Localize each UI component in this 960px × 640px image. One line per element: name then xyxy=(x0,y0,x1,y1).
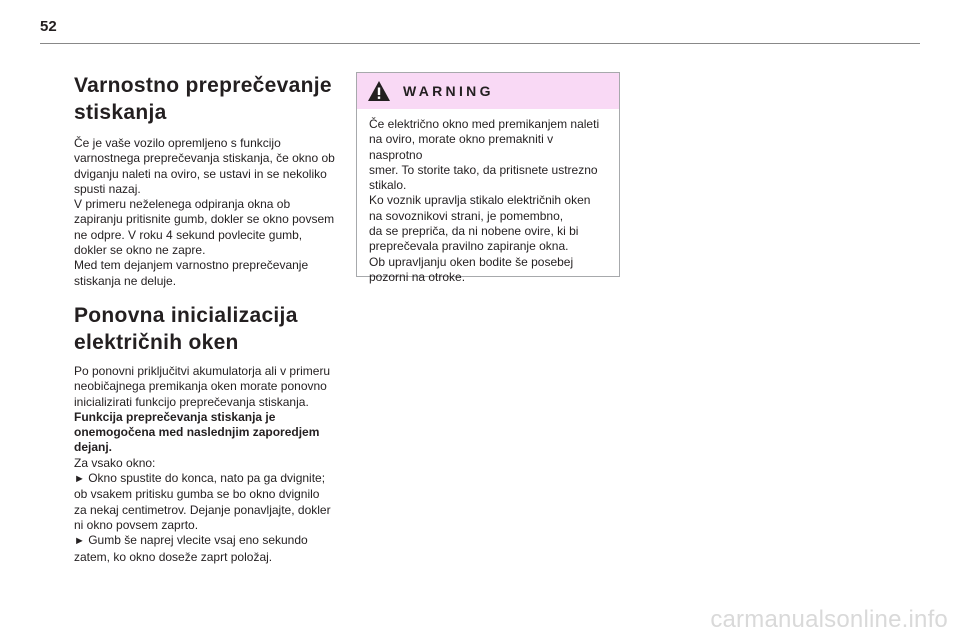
body-line: zapiranju pritisnite gumb, dokler se okno povsem xyxy=(74,212,335,227)
reinit-section xyxy=(74,302,342,565)
warning-line: na sovoznikovi strani, je pomembno, xyxy=(369,208,564,223)
anti-pinch-body xyxy=(74,136,342,289)
for-each-window-line: Za vsako okno: xyxy=(74,455,156,470)
body-line: Med tem dejanjem varnostno preprečevanje xyxy=(74,258,309,273)
body-line: dokler se okno ne zapre. xyxy=(74,243,206,258)
bold-line: dejanj. xyxy=(74,440,113,455)
anti-pinch-heading-line2: stiskanja xyxy=(74,101,167,124)
body-line: neobičajnega premikanja oken morate ponovno xyxy=(74,379,327,394)
warning-title: WARNING xyxy=(403,83,494,99)
anti-pinch-section xyxy=(74,72,342,289)
warning-line: smer. To storite tako, da pritisnete ustrezno xyxy=(369,162,598,177)
step2-line: zatem, ko okno doseže zaprt položaj. xyxy=(74,549,273,564)
reinit-heading-line2: električnih oken xyxy=(74,330,239,354)
header-divider xyxy=(40,43,920,44)
warning-body xyxy=(357,109,619,285)
left-column xyxy=(74,72,342,565)
anti-pinch-heading-line1: Varnostno preprečevanje xyxy=(74,74,332,97)
warning-line: na oviro, morate okno premakniti v nasprotno xyxy=(369,132,554,162)
body-line: dviganju naleti na oviro, se ustavi in se nekoliko xyxy=(74,166,327,181)
warning-line: stikalo. xyxy=(369,178,407,193)
warning-line: Ob upravljanju oken bodite še posebej xyxy=(369,254,574,269)
page-number: 52 xyxy=(40,18,57,35)
warning-line: da se prepriča, da ni nobene ovire, ki bi xyxy=(369,224,579,239)
body-line: varnostnega preprečevanja stiskanja, če okno ob xyxy=(74,151,335,166)
body-line: ne odpre. V roku 4 sekund povlecite gumb, xyxy=(74,227,303,242)
step1-first-line: Okno spustite do konca, nato pa ga dvignite; xyxy=(84,471,326,486)
body-line: spusti nazaj. xyxy=(74,181,141,196)
reinit-heading xyxy=(74,302,342,356)
body-line: Po ponovni priključitvi akumulatorja ali v primeru xyxy=(74,363,331,378)
warning-triangle-icon xyxy=(367,80,391,102)
warning-line: Če električno okno med premikanjem naleti xyxy=(369,117,600,131)
warning-line: preprečevala pravilno zapiranje okna. xyxy=(369,239,569,254)
step1-line: ni okno povsem zaprto. xyxy=(74,517,199,532)
warning-line: pozorni na otroke. xyxy=(369,269,466,284)
reinit-heading-line1: Ponovna inicializacija xyxy=(74,303,298,327)
bullet-arrow-icon: ► xyxy=(74,473,85,486)
warning-header xyxy=(357,73,619,109)
body-line: stiskanja ne deluje. xyxy=(74,273,177,288)
step1-line: za nekaj centimetrov. Dejanje ponavljajte, dokler xyxy=(74,502,331,517)
bullet-arrow-icon: ► xyxy=(74,535,85,548)
warning-line: Ko voznik upravlja stikalo električnih oken xyxy=(369,193,591,208)
reinit-body xyxy=(74,364,342,565)
step1-line: ob vsakem pritisku gumba se bo okno dvignilo xyxy=(74,487,320,502)
bold-line: onemogočena med naslednjim zaporedjem xyxy=(74,425,320,440)
watermark-link[interactable]: carmanualsonline.info xyxy=(710,606,948,633)
warning-box xyxy=(356,72,620,284)
body-line: inicializirati funkcijo preprečevanja stiskanja. xyxy=(74,394,309,409)
body-line: V primeru neželenega odpiranja okna ob xyxy=(74,197,291,212)
step2-first-line: Gumb še naprej vlecite vsaj eno sekundo xyxy=(84,533,308,548)
bold-line: Funkcija preprečevanja stiskanja je xyxy=(74,409,276,424)
anti-pinch-heading xyxy=(74,72,342,126)
body-line: Če je vaše vozilo opremljeno s funkcijo xyxy=(74,136,281,150)
